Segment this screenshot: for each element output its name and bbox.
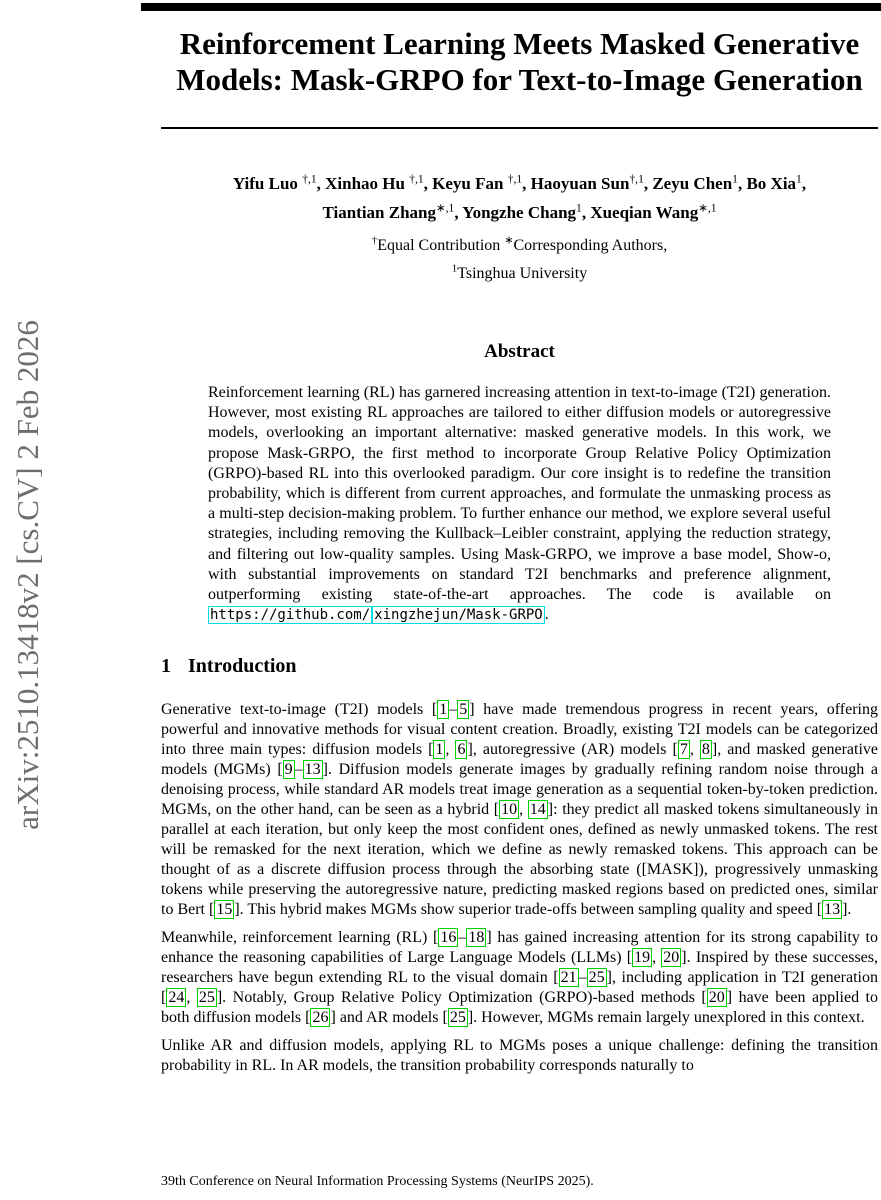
- paper-content: [161, 0, 878, 1076]
- citation-link[interactable]: 8: [701, 741, 710, 759]
- superscript-marker: 1: [576, 201, 582, 215]
- intro-paragraph-3: Unlike AR and diffusion models, applying RL to MGMs poses a unique challenge: defining the transition probability in RL. In AR models, the transition probability corresponds naturally to: [161, 1037, 878, 1075]
- citation-link[interactable]: 13: [304, 761, 321, 779]
- citation-link[interactable]: 26: [312, 1009, 329, 1027]
- citation-link[interactable]: 7: [679, 741, 688, 759]
- superscript-marker: †: [371, 234, 378, 247]
- superscript-marker: †,1: [302, 172, 317, 186]
- author-block: [161, 169, 878, 289]
- section-1-heading: [161, 655, 878, 678]
- citation-link[interactable]: 25: [449, 1009, 466, 1027]
- superscript-marker: 1: [451, 262, 458, 275]
- title-rule: [161, 127, 878, 129]
- paper-title-line-1: Reinforcement Learning Meets Masked Generative: [179, 26, 860, 61]
- conference-footnote: 39th Conference on Neural Information Processing Systems (NeurIPS 2025).: [161, 1174, 594, 1189]
- citation-link[interactable]: 6: [457, 741, 466, 759]
- citation-link[interactable]: 20: [708, 989, 725, 1007]
- superscript-marker: †,1: [409, 172, 424, 186]
- citation-link[interactable]: 10: [501, 801, 518, 819]
- citation-link[interactable]: 18: [468, 929, 485, 947]
- superscript-marker: ∗,1: [436, 201, 455, 215]
- superscript-marker: 1: [796, 172, 802, 186]
- citation-link[interactable]: 25: [198, 989, 215, 1007]
- citation-link[interactable]: 16: [440, 929, 457, 947]
- author-line-1: Yifu Luo $^{\dagger,1}$, Xinhao Hu $^{\dagger,1}$, Keyu Fan $^{\dagger,1}$, Haoyuan Sun$^{\dagger,1}$, Zeyu Chen$^1$, Bo Xia$^1$,: [232, 172, 807, 193]
- superscript-marker: ∗: [504, 234, 514, 247]
- citation-link[interactable]: 21: [560, 969, 577, 987]
- superscript-marker: †,1: [507, 172, 523, 186]
- superscript-marker: †,1: [629, 172, 644, 186]
- citation-link[interactable]: 1: [435, 741, 444, 759]
- intro-paragraph-1: Generative text-to-image (T2I) models [ 1 – 5 ] have made tremendous progress in recent years, offering powerful and innovative methods for visual content creation. Broadly, existing T2I models can be categorized into three main types: diffusion models [ 1 , 6 ], autoregressive (AR) models [ 7 , 8 ], and masked generative models (MGMs) [ 9 – 13 ]. Diffusion models generate images by gradually refining random noise through a denoising process, while standard AR models treat image generation as a sequential token-by-token prediction. MGMs, on the other hand, can be seen as a hybrid [ 10 , 14 ]: they predict all masked tokens simultaneously in parallel at each iteration, but only keep the most confident ones, defined as newly unmasked tokens. The rest will be remasked for the next iteration, which we define as newly remasked tokens. This approach can be thought of as a discrete diffusion process through the absorbing state ([MASK]), progressively unmasking tokens while preserving the autoregressive nature, predicting masked regions based on predicted ones, similar to Bert [ 15 ]. This hybrid makes MGMs show superior trade-offs between sampling quality and speed [ 13 ].: [161, 701, 879, 919]
- citation-link[interactable]: 13: [824, 901, 841, 919]
- author-notes: †Equal Contribution ∗Corresponding Authors,: [371, 234, 668, 254]
- abstract-heading: Abstract: [484, 341, 555, 362]
- superscript-marker: 1: [732, 172, 738, 186]
- abstract-text: Reinforcement learning (RL) has garnered increasing attention in text-to-image (T2I) generation. However, most existing RL approaches are tailored to either diffusion models or autoregressive models, overlooking an important alternative: masked generative models. In this work, we propose Mask-GRPO, the first method to incorporate Group Relative Policy Optimization (GRPO)-based RL into this overlooked paradigm. Our core insight is to redefine the transition probability, which is different from current approaches, and formulate the unmasking process as a multi-step decision-making problem. To further enhance our method, we explore several useful strategies, including removing the Kullback–Leibler constraint, applying the reduction strategy, and filtering out low-quality samples. Using Mask-GRPO, we improve a base model, Show-o, with substantial improvements on standard T2I benchmarks and preference alignment, outperforming existing state-of-the-art approaches. The code is available on https://github.com/ xingzhejun/Mask-GRPO .: [208, 384, 831, 624]
- citation-link[interactable]: 9: [284, 761, 293, 779]
- section-number: 1: [161, 655, 171, 678]
- citation-link[interactable]: 20: [663, 949, 680, 967]
- citation-link[interactable]: 15: [216, 901, 233, 919]
- code-url-link[interactable]: https://github.com/: [210, 607, 371, 624]
- citation-link[interactable]: 25: [588, 969, 605, 987]
- superscript-marker: ∗,1: [698, 201, 717, 215]
- intro-paragraph-2: Meanwhile, reinforcement learning (RL) [ 16 – 18 ] has gained increasing attention for its strong capability to enhance the reasoning capabilities of Large Language Models (LLMs) [ 19 , 20 ]. Inspired by these successes, researchers have begun extending RL to the visual domain [ 21 – 25 ], including application in T2I generation [ 24 , 25 ]. Notably, Group Relative Policy Optimization (GRPO)-based methods [ 20 ] have been applied to both diffusion models [ 26 ] and AR models [ 25 ]. However, MGMs remain largely unexplored in this context.: [161, 929, 879, 1027]
- citation-link[interactable]: 24: [168, 989, 185, 1007]
- author-affiliation: $^1$Tsinghua University: [451, 262, 588, 282]
- arxiv-watermark: arXiv:2510.13418v2 [cs.CV] 2 Feb 2026: [10, 320, 45, 830]
- citation-link[interactable]: 1: [439, 701, 448, 719]
- citation-link[interactable]: 14: [529, 801, 546, 819]
- code-url-link[interactable]: xingzhejun/Mask-GRPO: [374, 607, 543, 624]
- paper-title: [161, 26, 878, 98]
- section-title: Introduction: [188, 655, 297, 678]
- citation-link[interactable]: 19: [634, 949, 651, 967]
- paper-title-line-2: Models: Mask-GRPO for Text-to-Image Generation: [176, 62, 863, 97]
- author-line-2: Tiantian Zhang$^{∗,1}$, Yongzhe Chang$^1$, Xueqian Wang$^{∗,1}$: [322, 201, 717, 222]
- citation-link[interactable]: 5: [459, 701, 468, 719]
